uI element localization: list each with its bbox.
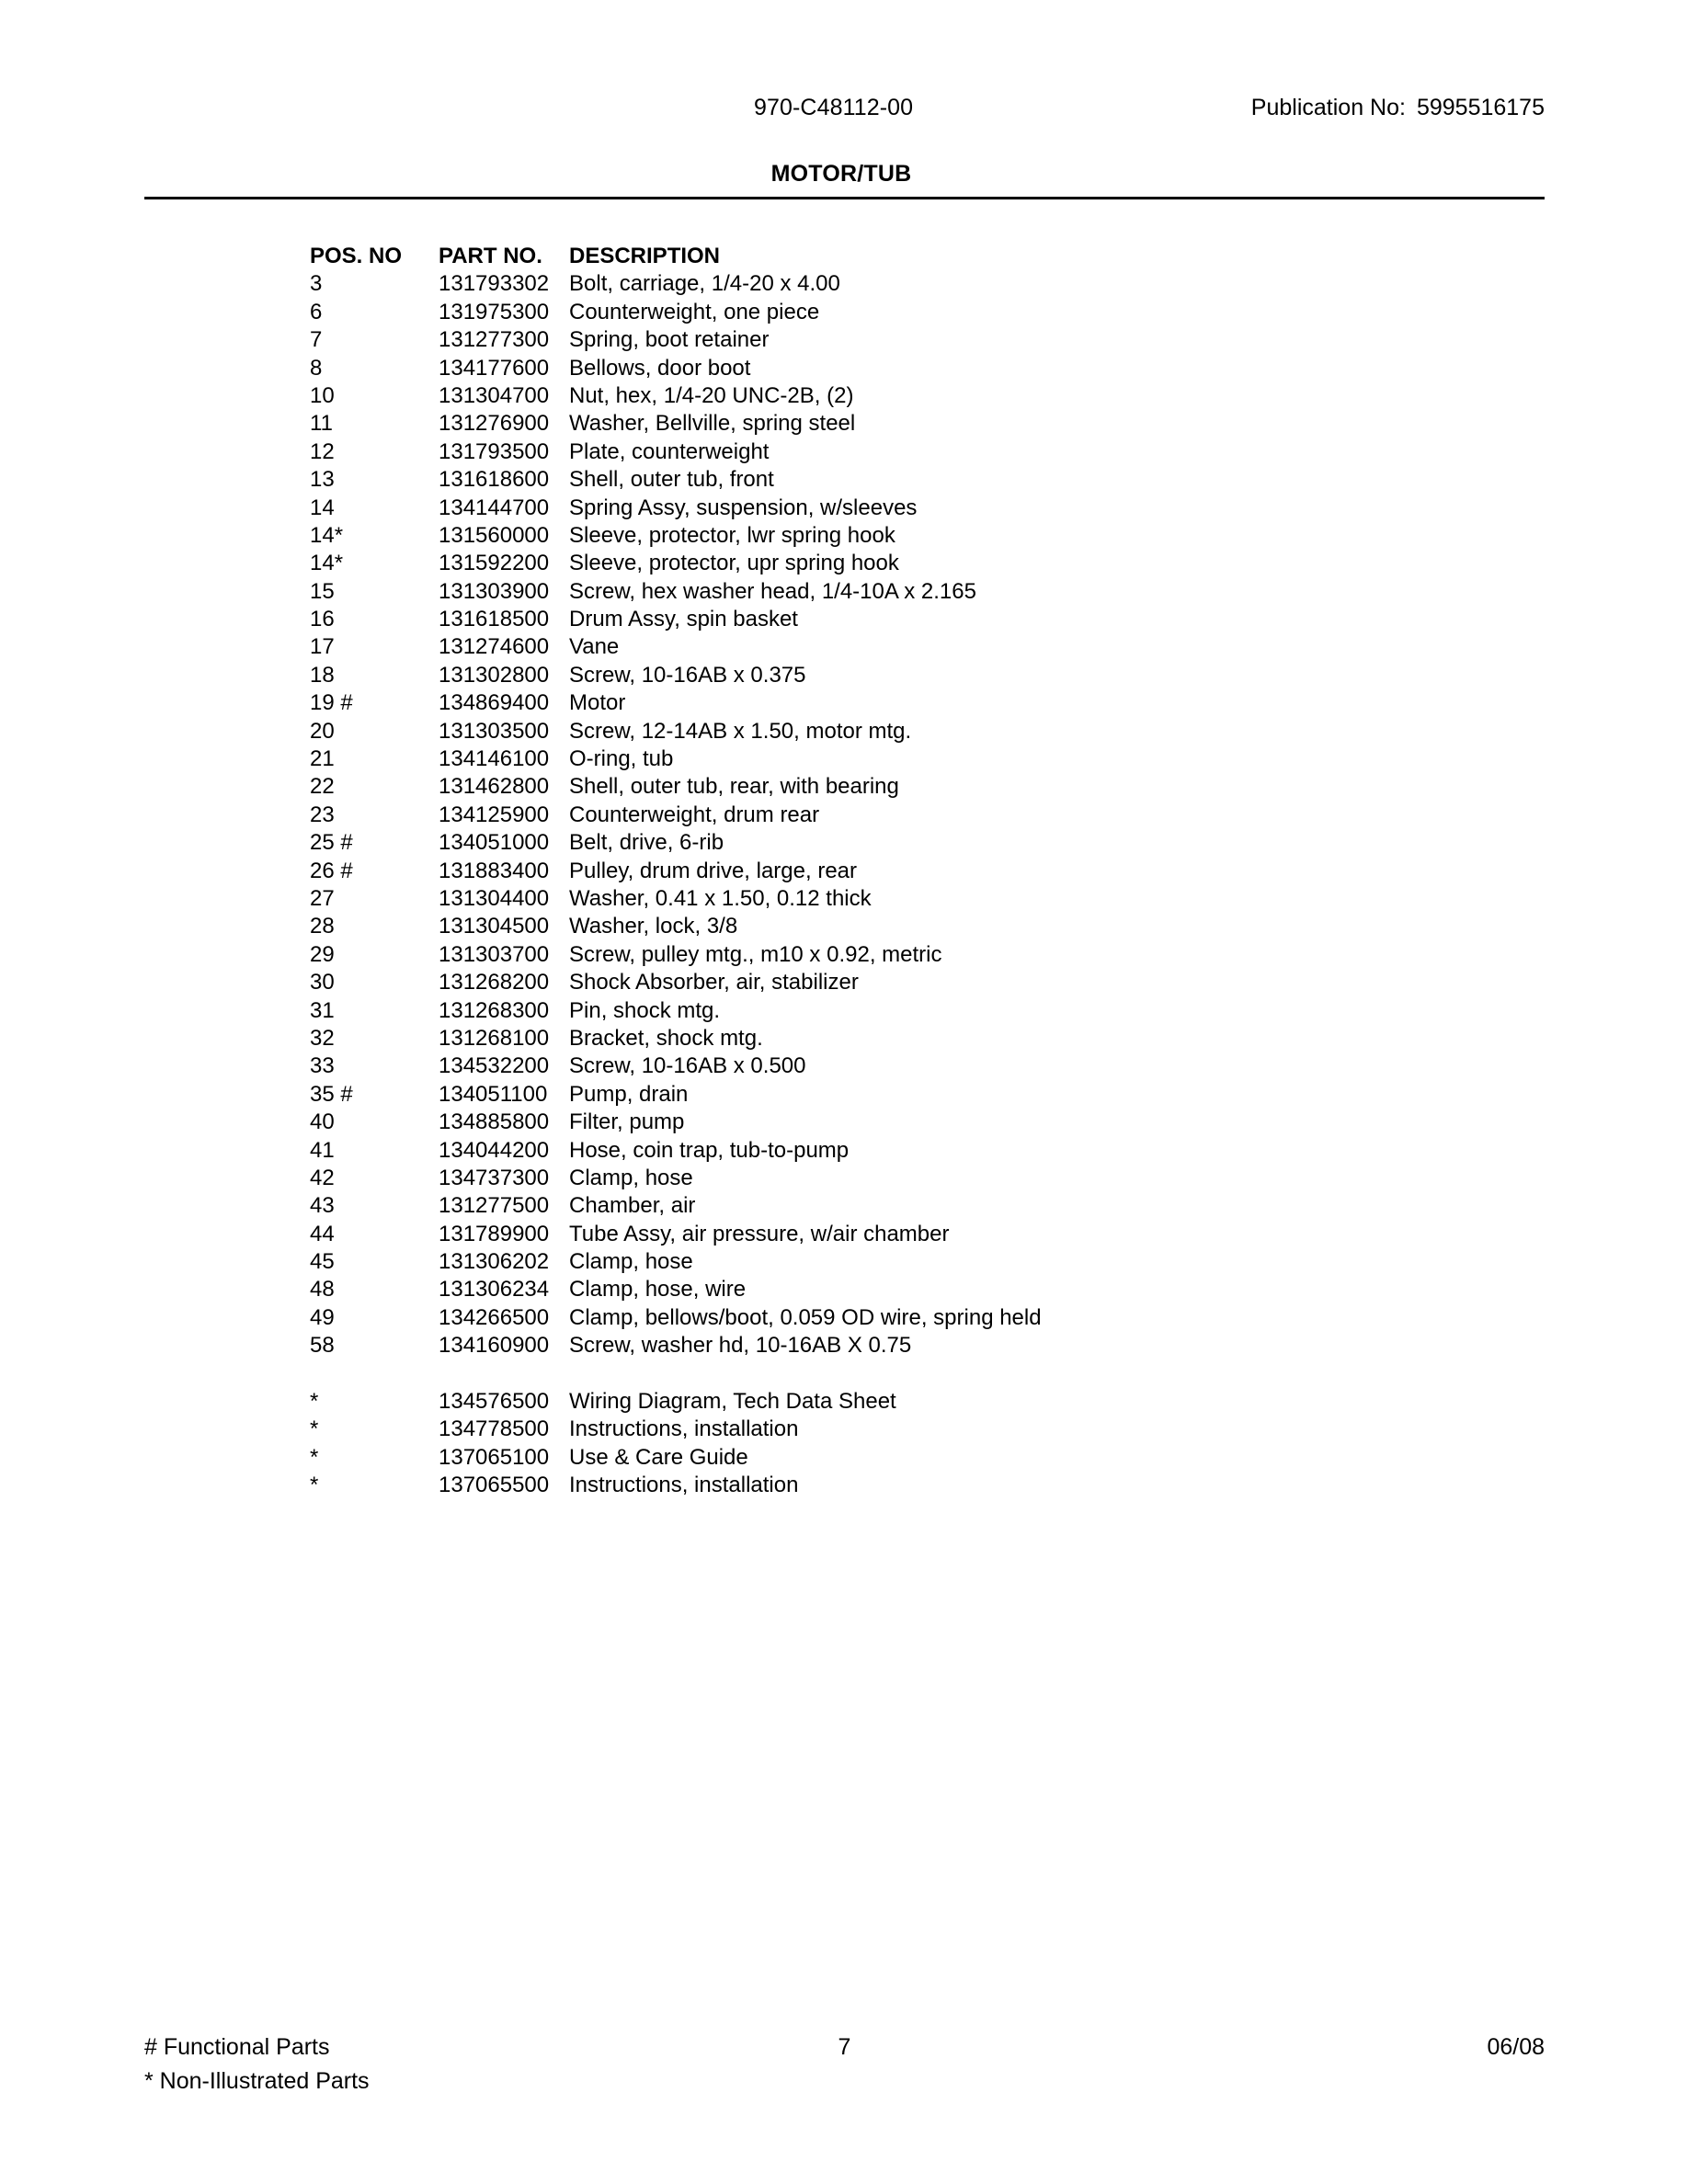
cell-pos-no: 14* — [310, 551, 344, 576]
cell-pos-no: 17 — [310, 634, 335, 660]
cell-pos-no: 26 # — [310, 858, 353, 883]
table-row — [0, 829, 1688, 857]
cell-part-no: 131303900 — [439, 578, 550, 604]
publication-number-label: Publication No: — [1250, 95, 1406, 120]
cell-pos-no: 27 — [310, 885, 335, 911]
cell-description: Screw, washer hd, 10-16AB X 0.75 — [569, 1333, 912, 1359]
cell-pos-no: 45 — [310, 1249, 335, 1275]
cell-part-no: 134144700 — [439, 495, 550, 520]
cell-pos-no: 8 — [310, 355, 323, 381]
table-row — [0, 1416, 1688, 1443]
table-row — [0, 495, 1688, 522]
table-row — [0, 689, 1688, 717]
parts-table — [0, 243, 1688, 1500]
cell-part-no: 131268200 — [439, 970, 550, 995]
publication-number-group — [1251, 95, 1545, 121]
cell-description: Instructions, installation — [569, 1416, 799, 1442]
cell-part-no: 131789900 — [439, 1221, 550, 1246]
cell-description: Belt, drive, 6-rib — [569, 830, 724, 856]
cell-description: Counterweight, drum rear — [569, 802, 820, 827]
cell-pos-no: 42 — [310, 1165, 335, 1190]
cell-part-no: 134125900 — [439, 802, 550, 827]
cell-part-no: 131304700 — [439, 382, 550, 408]
cell-description: Vane — [569, 634, 620, 660]
cell-description: Wiring Diagram, Tech Data Sheet — [569, 1389, 896, 1415]
cell-description: Pin, shock mtg. — [569, 997, 721, 1023]
cell-pos-no: 11 — [310, 411, 333, 437]
cell-description: Sleeve, protector, upr spring hook — [569, 551, 899, 576]
cell-description: Spring Assy, suspension, w/sleeves — [569, 495, 918, 520]
table-row — [0, 1444, 1688, 1472]
cell-pos-no: 40 — [310, 1109, 335, 1135]
cell-part-no: 134576500 — [439, 1389, 550, 1415]
cell-description: Spring, boot retainer — [569, 327, 770, 353]
cell-part-no: 131306202 — [439, 1249, 550, 1275]
table-row — [0, 858, 1688, 885]
cell-pos-no: 13 — [310, 467, 335, 493]
table-row — [0, 550, 1688, 577]
table-row — [0, 1221, 1688, 1248]
cell-description: Bolt, carriage, 1/4-20 x 4.00 — [569, 271, 840, 297]
cell-part-no: 131883400 — [439, 858, 550, 883]
table-row — [0, 941, 1688, 969]
cell-part-no: 134778500 — [439, 1416, 550, 1442]
cell-pos-no: 25 # — [310, 830, 353, 856]
cell-part-no: 131306234 — [439, 1277, 550, 1302]
legend-non-illustrated-parts: * Non-Illustrated Parts — [144, 2068, 370, 2094]
cell-description: Hose, coin trap, tub-to-pump — [569, 1137, 850, 1163]
column-header-description: DESCRIPTION — [569, 244, 721, 268]
cell-part-no: 134885800 — [439, 1109, 550, 1135]
cell-part-no: 134146100 — [439, 746, 550, 772]
legend-functional-parts: # Functional Parts — [144, 2034, 330, 2060]
cell-pos-no: 22 — [310, 774, 335, 800]
cell-part-no: 131303500 — [439, 718, 550, 744]
table-row — [0, 1192, 1688, 1220]
table-row — [0, 1137, 1688, 1165]
cell-description: Tube Assy, air pressure, w/air chamber — [569, 1221, 950, 1246]
table-header-row — [0, 243, 1688, 270]
table-row — [0, 578, 1688, 606]
cell-part-no: 131276900 — [439, 411, 550, 437]
cell-part-no: 131277300 — [439, 327, 550, 353]
cell-pos-no: 14* — [310, 522, 344, 548]
table-row — [0, 969, 1688, 996]
table-row — [0, 1248, 1688, 1276]
table-row — [0, 633, 1688, 661]
cell-pos-no: 41 — [310, 1137, 335, 1163]
cell-pos-no: 48 — [310, 1277, 335, 1302]
cell-part-no: 131592200 — [439, 551, 550, 576]
table-row — [0, 299, 1688, 326]
cell-description: Filter, pump — [569, 1109, 685, 1135]
cell-description: Screw, pulley mtg., m10 x 0.92, metric — [569, 941, 942, 967]
cell-description: Bracket, shock mtg. — [569, 1025, 763, 1051]
cell-pos-no: 31 — [310, 997, 335, 1023]
cell-part-no: 131793302 — [439, 271, 550, 297]
cell-description: Washer, lock, 3/8 — [569, 914, 738, 939]
cell-part-no: 134051100 — [439, 1081, 548, 1107]
cell-pos-no: 33 — [310, 1053, 335, 1079]
table-row — [0, 1388, 1688, 1416]
cell-pos-no: * — [310, 1389, 319, 1415]
cell-part-no: 134532200 — [439, 1053, 550, 1079]
cell-description: Sleeve, protector, lwr spring hook — [569, 522, 895, 548]
cell-description: Washer, 0.41 x 1.50, 0.12 thick — [569, 885, 872, 911]
table-row — [0, 1081, 1688, 1109]
table-row — [0, 1109, 1688, 1136]
cell-part-no: 131302800 — [439, 662, 550, 688]
cell-pos-no: 6 — [310, 299, 323, 324]
cell-description: Pump, drain — [569, 1081, 689, 1107]
cell-part-no: 134051000 — [439, 830, 550, 856]
table-row — [0, 355, 1688, 382]
document-header — [144, 95, 1545, 122]
cell-description: Clamp, bellows/boot, 0.059 OD wire, spring held — [569, 1304, 1042, 1330]
cell-description: Shell, outer tub, rear, with bearing — [569, 774, 899, 800]
cell-description: Shell, outer tub, front — [569, 467, 774, 493]
cell-description: Screw, 10-16AB x 0.500 — [569, 1053, 806, 1079]
table-row — [0, 270, 1688, 298]
cell-part-no: 134737300 — [439, 1165, 550, 1190]
cell-description: Counterweight, one piece — [569, 299, 820, 324]
cell-description: O-ring, tub — [569, 746, 674, 772]
cell-part-no: 131462800 — [439, 774, 550, 800]
cell-part-no: 134044200 — [439, 1137, 550, 1163]
table-row — [0, 438, 1688, 466]
table-row — [0, 326, 1688, 354]
table-row — [0, 1052, 1688, 1080]
table-row — [0, 1472, 1688, 1499]
table-row — [0, 1025, 1688, 1052]
cell-pos-no: 30 — [310, 970, 335, 995]
cell-pos-no: 7 — [310, 327, 323, 353]
cell-description: Clamp, hose — [569, 1249, 693, 1275]
table-row — [0, 662, 1688, 689]
table-row — [0, 802, 1688, 829]
cell-pos-no: 18 — [310, 662, 335, 688]
table-row — [0, 466, 1688, 494]
header-divider — [144, 197, 1545, 199]
cell-part-no: 131304500 — [439, 914, 550, 939]
cell-part-no: 131975300 — [439, 299, 550, 324]
cell-description: Screw, 12-14AB x 1.50, motor mtg. — [569, 718, 912, 744]
cell-description: Nut, hex, 1/4-20 UNC-2B, (2) — [569, 382, 854, 408]
cell-description: Instructions, installation — [569, 1473, 799, 1498]
cell-pos-no: 16 — [310, 607, 335, 632]
cell-description: Drum Assy, spin basket — [569, 607, 798, 632]
cell-part-no: 131274600 — [439, 634, 550, 660]
cell-part-no: 131277500 — [439, 1193, 550, 1219]
table-row — [0, 913, 1688, 940]
publication-number-value: 5995516175 — [1416, 95, 1545, 120]
cell-pos-no: 49 — [310, 1304, 335, 1330]
table-row — [0, 410, 1688, 438]
cell-part-no: 134177600 — [439, 355, 550, 381]
cell-part-no: 134266500 — [439, 1304, 550, 1330]
cell-pos-no: 19 # — [310, 690, 353, 716]
cell-part-no: 131303700 — [439, 941, 550, 967]
cell-pos-no: 14 — [310, 495, 335, 520]
cell-part-no: 131268100 — [439, 1025, 550, 1051]
cell-description: Shock Absorber, air, stabilizer — [569, 970, 859, 995]
cell-part-no: 131268300 — [439, 997, 550, 1023]
table-row — [0, 1165, 1688, 1192]
cell-part-no: 131793500 — [439, 438, 550, 464]
table-row — [0, 997, 1688, 1025]
page-number: 7 — [838, 2034, 851, 2060]
cell-description: Clamp, hose — [569, 1165, 693, 1190]
cell-pos-no: 20 — [310, 718, 335, 744]
cell-pos-no: 43 — [310, 1193, 335, 1219]
cell-pos-no: 23 — [310, 802, 335, 827]
table-row — [0, 885, 1688, 913]
cell-description: Use & Care Guide — [569, 1444, 748, 1470]
cell-description: Washer, Bellville, spring steel — [569, 411, 856, 437]
cell-pos-no: 32 — [310, 1025, 335, 1051]
table-row-spacer — [0, 1360, 1688, 1388]
page-title — [0, 161, 1688, 188]
cell-pos-no: 21 — [310, 746, 335, 772]
table-row — [0, 718, 1688, 745]
revision-date: 06/08 — [1487, 2034, 1545, 2060]
cell-description: Screw, hex washer head, 1/4-10A x 2.165 — [569, 578, 976, 604]
cell-pos-no: 58 — [310, 1333, 335, 1359]
cell-description: Motor — [569, 690, 626, 716]
cell-description: Chamber, air — [569, 1193, 696, 1219]
cell-pos-no: 12 — [310, 438, 335, 464]
page-title-text: MOTOR/TUB — [770, 161, 912, 187]
cell-pos-no: 28 — [310, 914, 335, 939]
cell-pos-no: * — [310, 1473, 319, 1498]
cell-pos-no: * — [310, 1444, 319, 1470]
cell-pos-no: * — [310, 1416, 319, 1442]
cell-description: Bellows, door boot — [569, 355, 751, 381]
model-number: 970-C48112-00 — [754, 95, 914, 120]
cell-part-no: 137065500 — [439, 1473, 550, 1498]
table-row — [0, 1276, 1688, 1303]
cell-pos-no: 29 — [310, 941, 335, 967]
table-row — [0, 745, 1688, 773]
cell-part-no: 131304400 — [439, 885, 550, 911]
table-row — [0, 1332, 1688, 1359]
cell-description: Plate, counterweight — [569, 438, 770, 464]
table-row — [0, 522, 1688, 550]
cell-pos-no: 10 — [310, 382, 335, 408]
cell-part-no: 131618600 — [439, 467, 550, 493]
cell-pos-no: 44 — [310, 1221, 335, 1246]
cell-pos-no: 35 # — [310, 1081, 353, 1107]
column-header-part-no: PART NO. — [439, 244, 542, 268]
cell-part-no: 134869400 — [439, 690, 550, 716]
cell-description: Pulley, drum drive, large, rear — [569, 858, 858, 883]
table-row — [0, 382, 1688, 410]
cell-pos-no: 15 — [310, 578, 335, 604]
column-header-pos-no: POS. NO — [310, 244, 403, 268]
cell-description: Clamp, hose, wire — [569, 1277, 747, 1302]
table-row — [0, 1304, 1688, 1332]
document-footer — [144, 2030, 1545, 2104]
cell-part-no: 137065100 — [439, 1444, 550, 1470]
cell-pos-no: 3 — [310, 271, 323, 297]
table-row — [0, 773, 1688, 801]
table-row — [0, 606, 1688, 633]
cell-part-no: 131618500 — [439, 607, 550, 632]
cell-description: Screw, 10-16AB x 0.375 — [569, 662, 806, 688]
cell-part-no: 131560000 — [439, 522, 550, 548]
cell-part-no: 134160900 — [439, 1333, 550, 1359]
